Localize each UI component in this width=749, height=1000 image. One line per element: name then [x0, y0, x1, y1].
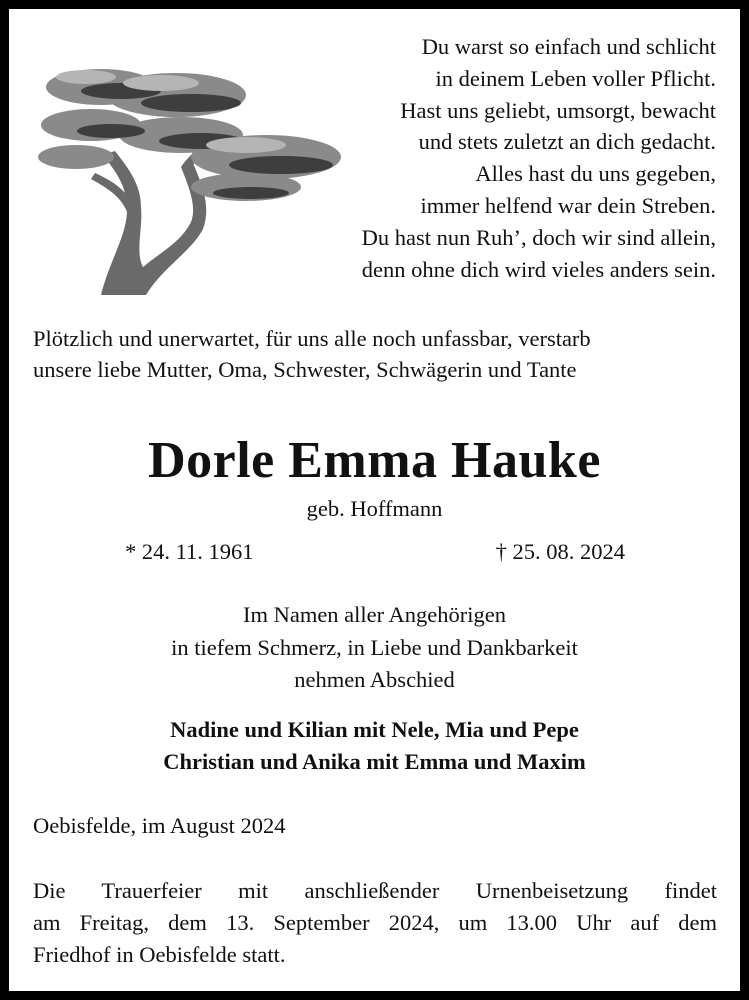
birth-date: * 24. 11. 1961 [125, 539, 254, 564]
poem-line: und stets zuletzt an dich gedacht. [418, 129, 716, 155]
mourning-line: Im Namen aller Angehörigen [242, 602, 507, 627]
poem-line: Du hast nun Ruh’, doch wir sind allein, [361, 224, 716, 250]
poem-line: immer helfend war dein Streben. [420, 192, 716, 218]
poem [362, 31, 716, 285]
poem-line: in deinem Leben voller Pflicht. [435, 65, 716, 91]
place-date: Oebisfelde, im August 2024 [33, 813, 286, 838]
mourning-line: nehmen Abschied [294, 667, 455, 692]
windswept-tree-icon [31, 47, 343, 295]
poem-line: Du warst so einfach und schlicht [421, 34, 716, 59]
death-date: † 25. 08. 2024 [495, 539, 625, 564]
mourning-text [9, 599, 740, 697]
funeral-line: Die Trauerfeier mit anschließender Urnenbeisetzung findet [33, 878, 717, 903]
family-line: Christian und Anika mit Emma und Maxim [163, 749, 586, 774]
poem-line: Hast uns geliebt, umsorgt, bewacht [400, 97, 716, 123]
obituary-notice [9, 9, 740, 991]
family-line: Nadine und Kilian mit Nele, Mia und Pepe [170, 717, 579, 742]
poem-line: denn ohne dich wird vieles anders sein. [361, 256, 716, 282]
intro-text [33, 323, 723, 385]
intro-line: unsere liebe Mutter, Oma, Schwester, Schwägerin und Tante [33, 357, 577, 382]
funeral-info [33, 875, 717, 971]
poem-line: Alles hast du uns gegeben, [475, 161, 716, 187]
family-names [9, 714, 740, 778]
birth-name: geb. Hoffmann [306, 496, 443, 521]
funeral-line: am Freitag, dem 13. September 2024, um 13.00 Uhr auf dem [33, 910, 717, 935]
intro-line: Plötzlich und unerwartet, für uns alle noch unfassbar, verstarb [33, 326, 591, 351]
funeral-line: Friedhof in Oebisfelde statt. [33, 942, 286, 967]
mourning-line: in tiefem Schmerz, in Liebe und Dankbarkeit [171, 634, 578, 660]
deceased-name: Dorle Emma Hauke [148, 432, 601, 489]
